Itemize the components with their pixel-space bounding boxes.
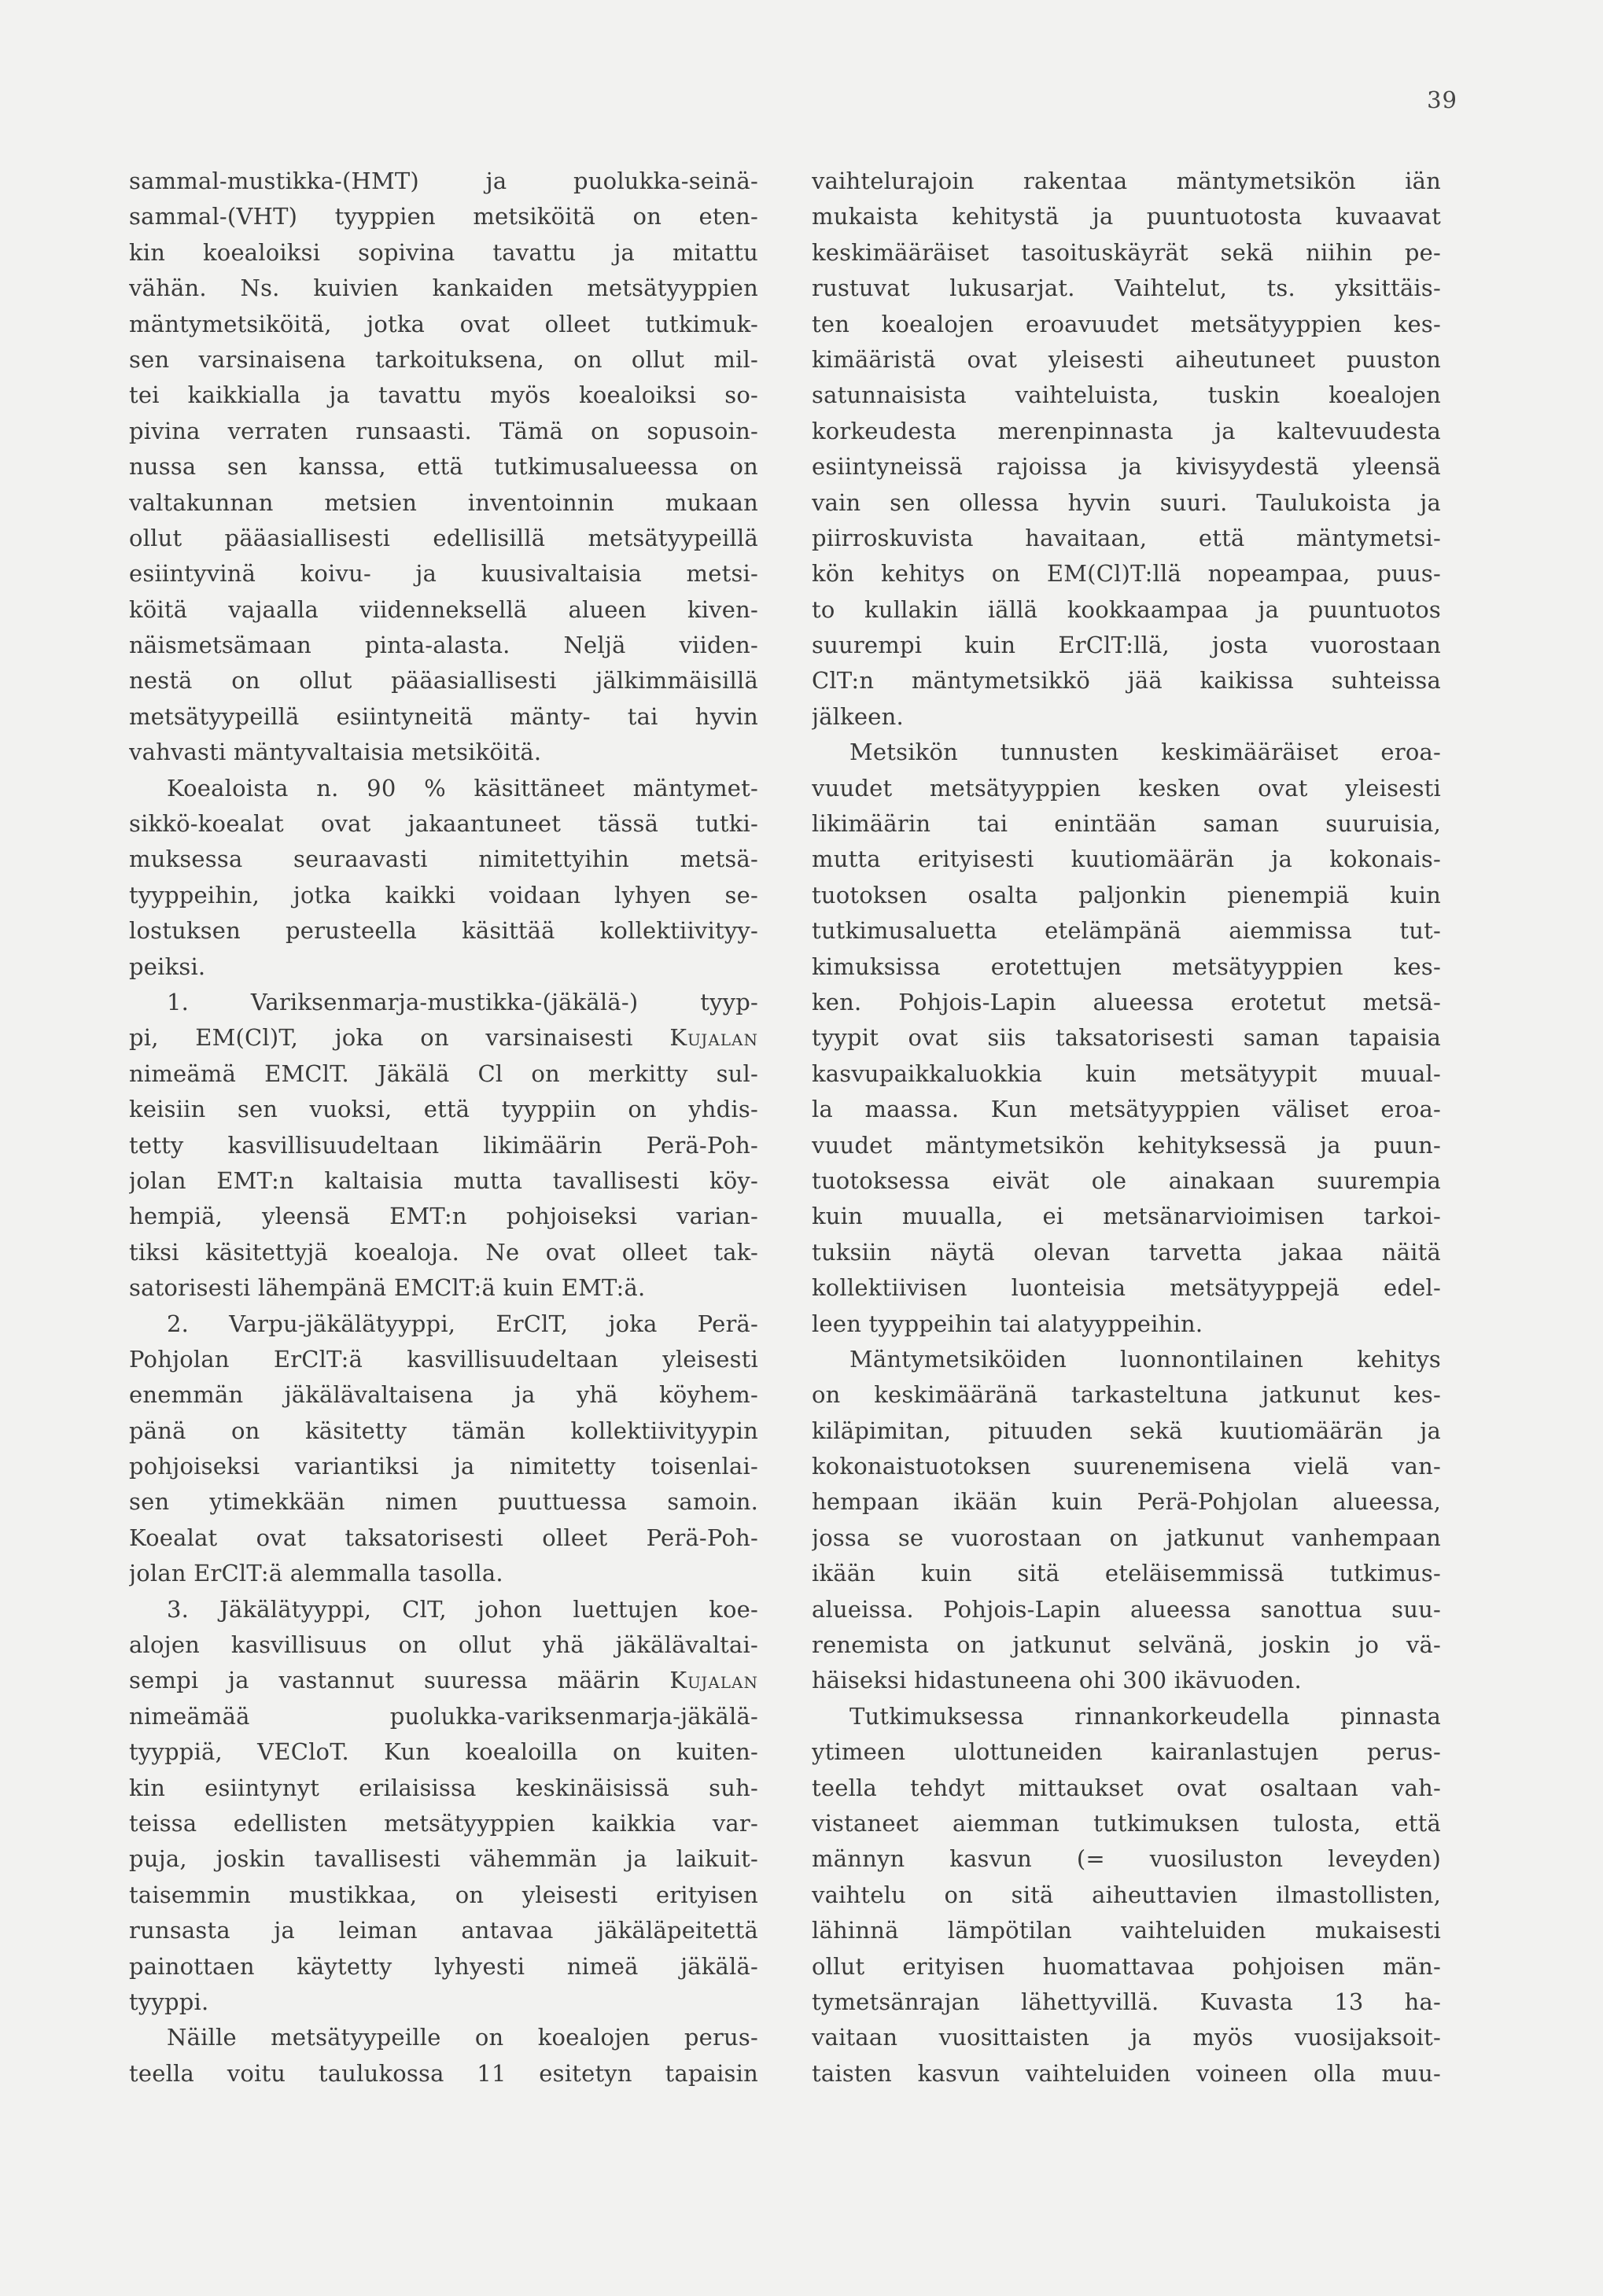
text-line: painottaen käytetty lyhyesti nimeä jäkälä- (129, 1952, 758, 1980)
text-line: to kullakin iällä kookkaampaa ja puuntuotos (812, 595, 1441, 623)
text-line: sen varsinaisena tarkoituksena, on ollut mil- (129, 345, 758, 373)
text-line: pohjoiseksi variantiksi ja nimitetty toisenlai- (129, 1453, 758, 1480)
text-line: tymetsänrajan lähettyvillä. Kuvasta 13 ha- (812, 1988, 1441, 2015)
text-line: Pohjolan ErClT:ä kasvillisuudeltaan yleisesti (129, 1345, 758, 1373)
text-line: kin koealoiksi sopivina tavattu ja mitattu (129, 238, 758, 266)
text-line: tei kaikkialla ja tavattu myös koealoiksi so- (129, 381, 758, 409)
text-line: männyn kasvun (= vuosiluston leveyden) (812, 1845, 1441, 1873)
text-line: nimeämää puolukka-variksenmarja-jäkälä- (129, 1702, 758, 1730)
text-line: nussa sen kanssa, että tutkimusalueessa on (129, 453, 758, 481)
text-line: kollektiivisen luonteisia metsätyyppejä edel- (812, 1274, 1441, 1302)
text-line: metsätyypeillä esiintyneitä mänty- tai hyvin (129, 702, 758, 730)
text-line: alueissa. Pohjois-Lapin alueessa sanottua suu- (812, 1595, 1441, 1623)
text-line: renemista on jatkunut selvänä, joskin jo vä- (812, 1631, 1441, 1659)
text-line: tuotoksen osalta paljonkin pienempiä kuin (812, 881, 1441, 908)
text-line: vaitaan vuosittaisten ja myös vuosijaksoit- (812, 2024, 1441, 2051)
text-line: sikkö-koealat ovat jakaantuneet tässä tutki- (129, 810, 758, 838)
text-line: vistaneet aiemman tutkimuksen tulosta, että (812, 1809, 1441, 1837)
text-line: Tutkimuksessa rinnankorkeudella pinnasta (849, 1702, 1441, 1730)
text-line: taisemmin mustikkaa, on yleisesti erityisen (129, 1881, 758, 1908)
text-line: pivina verraten runsaasti. Tämä on sopusoin- (129, 417, 758, 444)
text-line: vahvasti mäntyvaltaisia metsiköitä. (129, 739, 542, 766)
text-line: 3. Jäkälätyyppi, ClT, johon luettujen koe- (167, 1595, 758, 1623)
text-line: 2. Varpu-jäkälätyyppi, ErClT, joka Perä- (167, 1310, 758, 1337)
text-line: sammal-(VHT) tyyppien metsiköitä on eten- (129, 203, 758, 230)
text-line: nestä on ollut pääasiallisesti jälkimmäisillä (129, 667, 758, 695)
text-line: tutkimusaluetta etelämpänä aiemmissa tut- (812, 917, 1441, 945)
text-line: satorisesti lähempänä EMClT:ä kuin EMT:ä. (129, 1274, 646, 1302)
text-line: ten koealojen eroavuudet metsätyyppien kes- (812, 310, 1441, 337)
text-line: Mäntymetsiköiden luonnontilainen kehitys (849, 1345, 1441, 1373)
text-line: kimuksissa erotettujen metsätyyppien kes- (812, 953, 1441, 980)
text-line: teella tehdyt mittaukset ovat osaltaan vah- (812, 1774, 1441, 1801)
text-line: puja, joskin tavallisesti vähemmän ja laikuit- (129, 1845, 758, 1873)
text-line: kimääristä ovat yleisesti aiheutuneet puuston (812, 345, 1441, 373)
text-line: keskimääräiset tasoituskäyrät sekä niihin pe- (812, 238, 1441, 266)
text-line: enemmän jäkälävaltaisena ja yhä köyhem- (129, 1381, 758, 1409)
text-line: ClT:n mäntymetsikkö jää kaikissa suhteissa (812, 667, 1441, 695)
text-line: esiintyvinä koivu- ja kuusivaltaisia metsi- (129, 560, 758, 588)
text-line: mutta erityisesti kuutiomäärän ja kokonais- (812, 846, 1441, 873)
text-line: sammal-mustikka-(HMT) ja puolukka-seinä- (129, 168, 758, 194)
text-line: rustuvat lukusarjat. Vaihtelut, ts. yksittäis- (812, 275, 1441, 302)
text-line: taisten kasvun vaihteluiden voineen olla muu- (812, 2059, 1441, 2087)
text-line: vuudet metsätyyppien kesken ovat yleisesti (812, 774, 1441, 802)
text-line: sempi ja vastannut suuressa määrin Kujalan (129, 1667, 758, 1694)
text-line: Koealat ovat taksatorisesti olleet Perä-Poh- (129, 1524, 758, 1551)
text-line: tyypit ovat siis taksatorisesti saman tapaisia (812, 1024, 1441, 1052)
text-line: vain sen ollessa hyvin suuri. Taulukoista ja (812, 488, 1441, 516)
text-line: köitä vajaalla viidenneksellä alueen kiven- (129, 595, 758, 623)
text-line: teella voitu taulukossa 11 esitetyn tapaisin (129, 2059, 758, 2087)
text-line: peiksi. (129, 953, 206, 980)
text-line: näismetsämaan pinta-alasta. Neljä viiden- (129, 632, 758, 659)
text-line: pi, EM(Cl)T, joka on varsinaisesti Kujalan (129, 1024, 758, 1052)
text-line: mäntymetsiköitä, jotka ovat olleet tutkimuk- (129, 310, 758, 337)
text-line: hempaan ikään kuin Perä-Pohjolan alueessa, (812, 1488, 1441, 1516)
text-line: tyyppeihin, jotka kaikki voidaan lyhyen se- (129, 881, 758, 908)
text-line: mukaista kehitystä ja puuntuotosta kuvaavat (812, 203, 1441, 230)
text-line: häiseksi hidastuneena ohi 300 ikävuoden. (812, 1667, 1302, 1694)
text-line: runsasta ja leiman antavaa jäkäläpeitettä (129, 1917, 758, 1944)
text-line: nimeämä EMClT. Jäkälä Cl on merkitty sul- (129, 1060, 758, 1087)
text-line: Näille metsätyypeille on koealojen perus- (167, 2024, 758, 2051)
text-line: jolan EMT:n kaltaisia mutta tavallisesti köy- (129, 1166, 758, 1194)
text-line: vähän. Ns. kuivien kankaiden metsätyyppien (129, 275, 758, 302)
text-line: piirroskuvista havaitaan, että mäntymetsi- (812, 524, 1441, 551)
text-line: esiintyneissä rajoissa ja kivisyydestä yleensä (812, 453, 1441, 481)
text-line: on keskimääränä tarkasteltuna jatkunut kes- (812, 1381, 1441, 1409)
text-line: tyyppi. (129, 1988, 209, 2015)
text-line: tyyppiä, VEClоT. Kun koealoilla on kuiten- (129, 1738, 758, 1766)
text-line: alojen kasvillisuus on ollut yhä jäkälävaltai- (129, 1631, 758, 1659)
text-line: jossa se vuorostaan on jatkunut vanhempaan (812, 1524, 1441, 1551)
text-line: kokonaistuotoksen suurenemisena vielä van- (812, 1453, 1441, 1480)
text-line: tuotoksessa eivät ole ainakaan suurempia (812, 1166, 1441, 1194)
author-name: Kujalan (669, 1667, 758, 1694)
text-line: tetty kasvillisuudeltaan likimäärin Perä-Poh- (129, 1131, 758, 1159)
text-line: suurempi kuin ErClT:llä, josta vuorostaan (812, 632, 1441, 659)
text-line: likimäärin tai enintään saman suuruisia, (812, 810, 1441, 838)
text-line: jälkeen. (812, 702, 904, 730)
text-line: la maassa. Kun metsätyyppien väliset eroa- (812, 1096, 1441, 1123)
text-line: keisiin sen vuoksi, että tyyppiin on yhdis- (129, 1096, 758, 1123)
text-line: muksessa seuraavasti nimitettyihin metsä- (129, 846, 758, 873)
text-line: ollut pääasiallisesti edellisillä metsätyypeillä (129, 524, 758, 551)
left-text-column (129, 164, 758, 2091)
text-line: sen ytimekkään nimen puuttuessa samoin. (129, 1488, 758, 1516)
text-line: tuksiin näytä olevan tarvetta jakaa näitä (812, 1238, 1441, 1266)
text-line: tiksi käsitettyjä koealoja. Ne ovat olleet tak- (129, 1238, 758, 1266)
text-line: leen tyyppeihin tai alatyyppeihin. (812, 1310, 1203, 1337)
right-text-column (812, 164, 1441, 2091)
text-line: kasvupaikkaluokkia kuin metsätyypit muual- (812, 1060, 1441, 1087)
text-line: kön kehitys on EM(Cl)T:llä nopeampaa, puus- (812, 560, 1441, 588)
author-name: Kujalan (669, 1024, 758, 1052)
text-line: kin esiintynyt erilaisissa keskinäisissä suh- (129, 1774, 758, 1801)
text-line: ytimeen ulottuneiden kairanlastujen perus- (812, 1738, 1441, 1766)
text-line: lähinnä lämpötilan vaihteluiden mukaisesti (812, 1917, 1441, 1944)
text-line: vuudet mäntymetsikön kehityksessä ja puun- (812, 1131, 1441, 1159)
text-line: satunnaisista vaihteluista, tuskin koealojen (812, 381, 1441, 409)
text-line: pänä on käsitetty tämän kollektiivityypin (129, 1417, 758, 1444)
text-line: kuin muualla, ei metsänarvioimisen tarkoi- (812, 1203, 1441, 1230)
text-line: kiläpimitan, pituuden sekä kuutiomäärän ja (812, 1417, 1441, 1444)
text-line: ken. Pohjois-Lapin alueessa erotetut metsä- (812, 988, 1441, 1015)
text-line: ikään kuin sitä eteläisemmissä tutkimus- (812, 1560, 1441, 1587)
text-line: Koealoista n. 90 % käsittäneet mäntymet- (167, 774, 758, 802)
text-line: ollut erityisen huomattavaa pohjoisen män- (812, 1952, 1441, 1980)
text-line: 1. Variksenmarja-mustikka-(jäkälä-) tyyp- (167, 988, 758, 1015)
text-line: teissa edellisten metsätyyppien kaikkia var- (129, 1809, 758, 1837)
text-line: vaihtelu on sitä aiheuttavien ilmastollisten, (812, 1881, 1441, 1908)
text-line: Metsikön tunnusten keskimääräiset eroa- (849, 739, 1441, 766)
text-line: hempiä, yleensä EMT:n pohjoiseksi varian- (129, 1203, 758, 1230)
text-line: vaihtelurajoin rakentaa mäntymetsikön iän (812, 168, 1441, 194)
text-line: valtakunnan metsien inventoinnin mukaan (129, 488, 758, 516)
text-line: lostuksen perusteella käsittää kollektiivityy- (129, 917, 758, 945)
text-line: jolan ErClT:ä alemmalla tasolla. (129, 1560, 503, 1587)
page-number: 39 (1427, 87, 1457, 113)
text-line: korkeudesta merenpinnasta ja kaltevuudesta (812, 417, 1441, 444)
